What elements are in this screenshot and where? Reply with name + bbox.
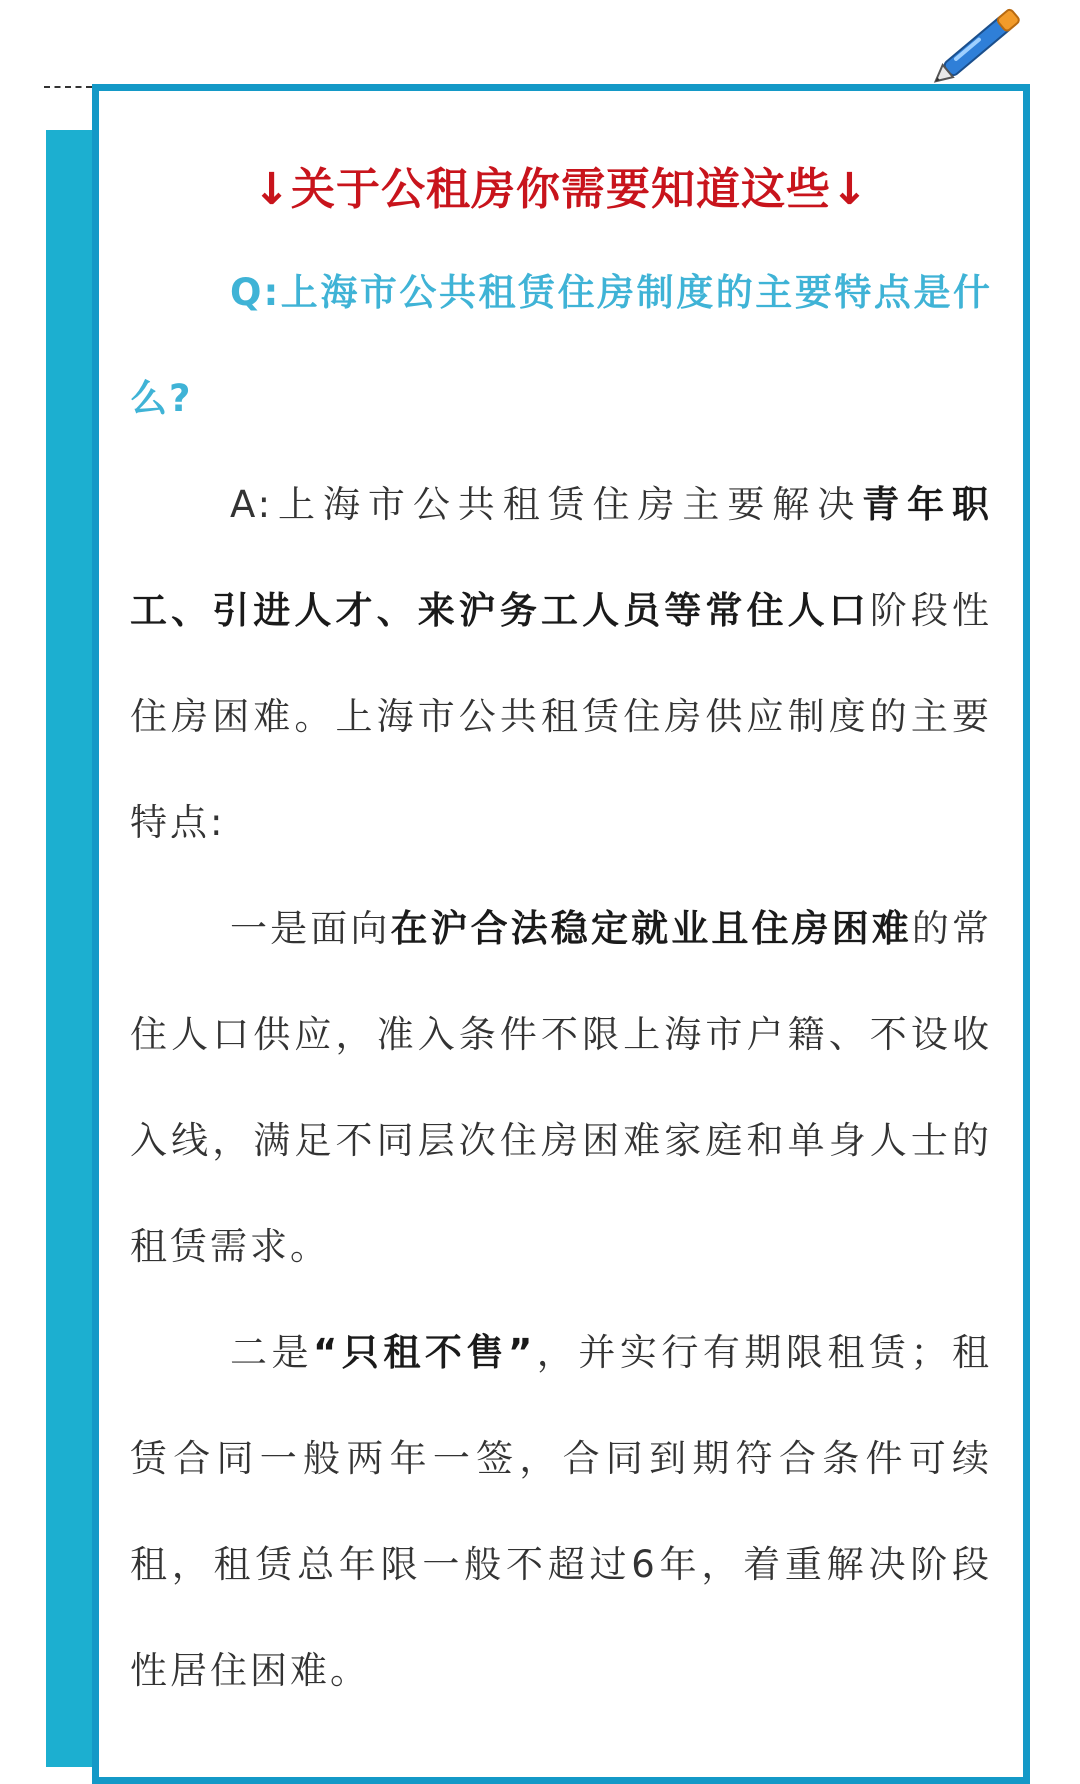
- article-body: [130, 140, 992, 1724]
- point-one-emphasis: 在沪合法稳定就业且住房困难: [390, 907, 912, 950]
- point-two-text-1: 二是: [230, 1331, 314, 1374]
- answer-intro-emphasis: 青年职工、引进人才、来沪务工人员等常住人口: [130, 483, 992, 632]
- pen-icon: [920, 0, 1040, 88]
- answer-intro-text-1: A:上海市公共租赁住房主要解决: [230, 483, 863, 526]
- question-heading: Q:上海市公共租赁住房制度的主要特点是什么?: [130, 271, 992, 420]
- point-one-text-2: 的常住人口供应，准入条件不限上海市户籍、不设收入线，满足不同层次住房困难家庭和单身人士的租赁需求。: [130, 907, 993, 1268]
- dashed-line: [44, 86, 92, 88]
- point-two-text-2: ，并实行有期限租赁；租赁合同一般两年一签，合同到期符合条件可续租，租赁总年限一般不超过6年，着重解决阶段性居住困难。: [130, 1331, 993, 1692]
- point-two-paragraph: [130, 1300, 992, 1724]
- answer-intro-paragraph: [130, 452, 992, 876]
- point-one-paragraph: [130, 876, 992, 1300]
- side-accent-bar: [46, 130, 96, 1767]
- point-two-emphasis: “只租不售”: [313, 1331, 536, 1374]
- page-title: ↓关于公租房你需要知道这些↓: [253, 164, 869, 215]
- answer-intro-text-2: 阶段性住房困难。上海市公共租赁住房供应制度的主要特点:: [130, 589, 993, 844]
- point-one-text-1: 一是面向: [230, 907, 391, 950]
